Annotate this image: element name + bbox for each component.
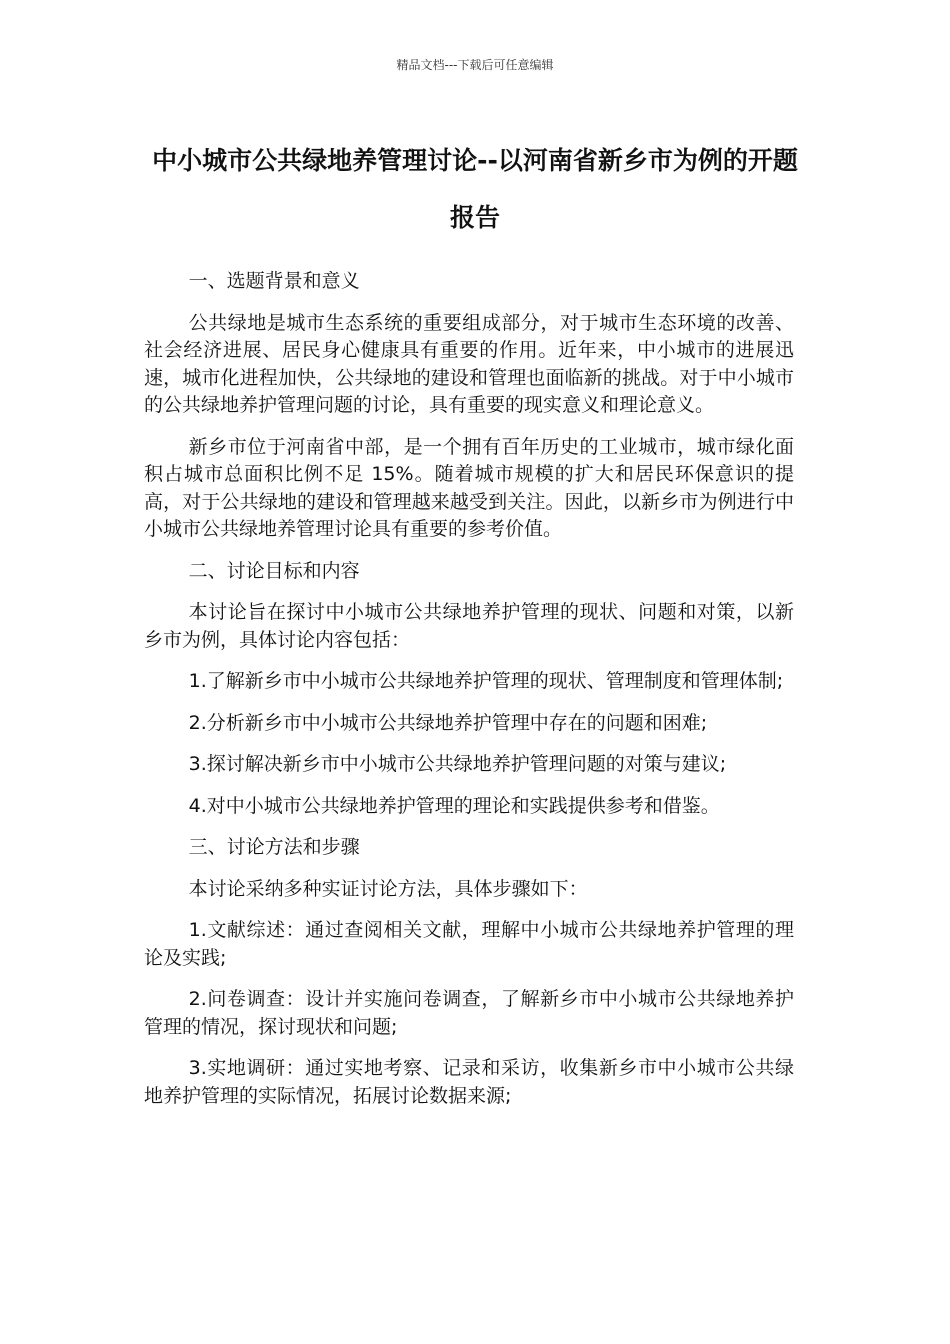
- list-item: 3.探讨解决新乡市中小城市公共绿地养护管理问题的对策与建议;: [188, 753, 727, 775]
- list-item: 4.对中小城市公共绿地养护管理的理论和实践提供参考和借鉴。: [188, 794, 720, 817]
- list-item: 1.了解新乡市中小城市公共绿地养护管理的现状、管理制度和管理体制;: [188, 670, 784, 692]
- list-item: 2.分析新乡市中小城市公共绿地养护管理中存在的问题和困难;: [188, 711, 708, 734]
- document-title: 中小城市公共绿地养管理讨论--以河南省新乡市为例的开题报告: [152, 146, 798, 232]
- header-note: 精品文档---下载后可任意编辑: [396, 58, 554, 72]
- body-paragraph: 本讨论采纳多种实证讨论方法，具体步骤如下：: [188, 877, 588, 900]
- body-paragraph: 本讨论旨在探讨中小城市公共绿地养护管理的现状、问题和对策，以新乡市为例，具体讨论内容包括：: [144, 601, 794, 651]
- body-paragraph: 公共绿地是城市生态系统的重要组成部分，对于城市生态环境的改善、社会经济进展、居民身心健康具有重要的作用。近年来，中小城市的进展迅速，城市化进程加快，公共绿地的建设和管理也面临新的挑战。对于中小城市的公共绿地养护管理问题的讨论，具有重要的现实意义和理论意义。: [144, 311, 794, 416]
- section-heading: 三、讨论方法和步骤: [188, 836, 360, 858]
- section-heading: 一、选题背景和意义: [188, 270, 360, 292]
- section-heading: 二、讨论目标和内容: [188, 559, 360, 582]
- list-item: 1.文献综述：通过查阅相关文献，理解中小城市公共绿地养护管理的理论及实践;: [144, 919, 794, 969]
- document-body: [144, 268, 794, 1124]
- body-paragraph: 新乡市位于河南省中部，是一个拥有百年历史的工业城市，城市绿化面积占城市总面积比例不足 15%。随着城市规模的扩大和居民环保意识的提高，对于公共绿地的建设和管理越来越受到关注。因此，以新乡市为例进行中小城市公共绿地养管理讨论具有重要的参考价值。: [144, 435, 794, 540]
- list-item: 2.问卷调查：设计并实施问卷调查，了解新乡市中小城市公共绿地养护管理的情况，探讨现状和问题;: [144, 988, 794, 1038]
- list-item: 3.实地调研：通过实地考察、记录和采访，收集新乡市中小城市公共绿地养护管理的实际情况，拓展讨论数据来源;: [144, 1057, 794, 1107]
